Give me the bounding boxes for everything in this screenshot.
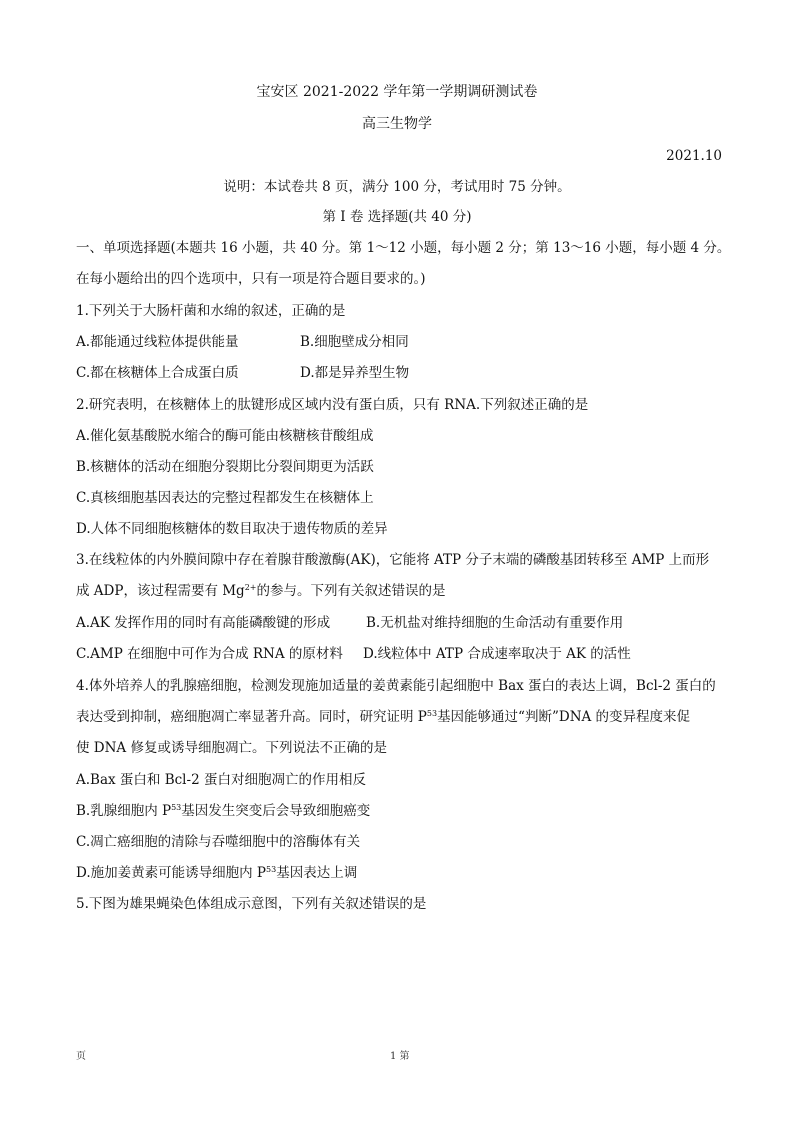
q1-option-c: C.都在核糖体上合成蛋白质 (76, 365, 239, 381)
q2-option-c: C.真核细胞基因表达的完整过程都发生在核糖体上 (76, 490, 374, 506)
q2-option-b: B.核糖体的活动在细胞分裂期比分裂间期更为活跃 (76, 459, 374, 475)
q4-stem-line2 (76, 708, 690, 726)
exam-date: 2021.10 (666, 148, 722, 164)
q4-option-d-superscript: 53 (266, 865, 277, 874)
q3-stem-line2-text: 成 ADP，该过程需要有 Mg (76, 583, 245, 599)
q4-stem-line2-rest: 基因能够通过“判断”DNA 的变异程度来促 (437, 709, 691, 725)
q4-stem-line3: 使 DNA 修复或诱导细胞凋亡。下列说法不正确的是 (76, 740, 387, 756)
q3-stem-line2-rest: 的参与。下列有关叙述错误的是 (256, 583, 446, 599)
q4-stem-line1: 4.体外培养人的乳腺癌细胞，检测发现施加适量的姜黄素能引起细胞中 Bax 蛋白的表达上调，Bcl-2 蛋白的 (76, 678, 716, 694)
exam-instructions: 说明：本试卷共 8 页，满分 100 分，考试用时 75 分钟。 (223, 179, 571, 195)
q4-option-b (76, 802, 370, 820)
q4-option-d-rest: 基因表达上调 (276, 865, 358, 881)
q3-superscript: 2+ (244, 583, 257, 592)
q1-stem: 1.下列关于大肠杆菌和水绵的叙述，正确的是 (76, 303, 346, 319)
q4-option-b-rest: 基因发生突变后会导致细胞癌变 (181, 803, 371, 819)
q3-stem-line1: 3.在线粒体的内外膜间隙中存在着腺苷酸激酶(AK)，它能将 ATP 分子末端的磷酸基团转移至 AMP 上而形 (76, 552, 710, 568)
q4-stem-line2-text: 表达受到抑制，癌细胞凋亡率显著升高。同时，研究证明 P (76, 709, 427, 725)
q1-option-d: D.都是异养型生物 (300, 365, 410, 381)
subject-title: 高三生物学 (362, 116, 432, 132)
footer-left: 页 (76, 1051, 86, 1062)
q3-option-c: C.AMP 在细胞中可作为合成 RNA 的原材料 (76, 646, 343, 662)
q4-option-b-superscript: 53 (171, 803, 182, 812)
q4-superscript: 53 (426, 709, 438, 718)
q3-option-a: A.AK 发挥作用的同时有高能磷酸键的形成 (76, 615, 331, 631)
q1-option-a: A.都能通过线粒体提供能量 (76, 334, 239, 350)
q4-option-d-text: D.施加姜黄素可能诱导细胞内 P (76, 865, 267, 881)
q4-option-c: C.凋亡癌细胞的清除与吞噬细胞中的溶酶体有关 (76, 834, 361, 850)
q3-option-d: D.线粒体中 ATP 合成速率取决于 AK 的活性 (363, 646, 631, 662)
q5-stem: 5.下图为雄果蝇染色体组成示意图，下列有关叙述错误的是 (76, 896, 427, 912)
part1-heading-line2: 在每小题给出的四个选项中，只有一项是符合题目要求的。) (76, 271, 426, 287)
footer-page-number: 1 第 (390, 1051, 410, 1062)
q2-stem: 2.研究表明，在核糖体上的肽键形成区域内没有蛋白质，只有 RNA.下列叙述正确的是 (76, 397, 589, 413)
section-title: 第 I 卷 选择题(共 40 分) (322, 209, 472, 225)
q4-option-d (76, 864, 357, 882)
exam-title: 宝安区 2021-2022 学年第一学期调研测试卷 (256, 84, 538, 100)
q4-option-a: A.Bax 蛋白和 Bcl-2 蛋白对细胞凋亡的作用相反 (76, 772, 366, 788)
q2-option-d: D.人体不同细胞核糖体的数目取决于遗传物质的差异 (76, 521, 388, 537)
q3-stem-line2 (76, 582, 446, 600)
q4-option-b-text: B.乳腺细胞内 P (76, 803, 172, 819)
q3-option-b: B.无机盐对维持细胞的生命活动有重要作用 (366, 615, 624, 631)
part1-heading-line1: 一、单项选择题(本题共 16 小题，共 40 分。第 1～12 小题，每小题 2 分；第 13～16 小题，每小题 4 分。 (76, 240, 731, 256)
q1-option-b: B.细胞壁成分相同 (300, 334, 409, 350)
q2-option-a: A.催化氨基酸脱水缩合的酶可能由核糖核苷酸组成 (76, 428, 374, 444)
